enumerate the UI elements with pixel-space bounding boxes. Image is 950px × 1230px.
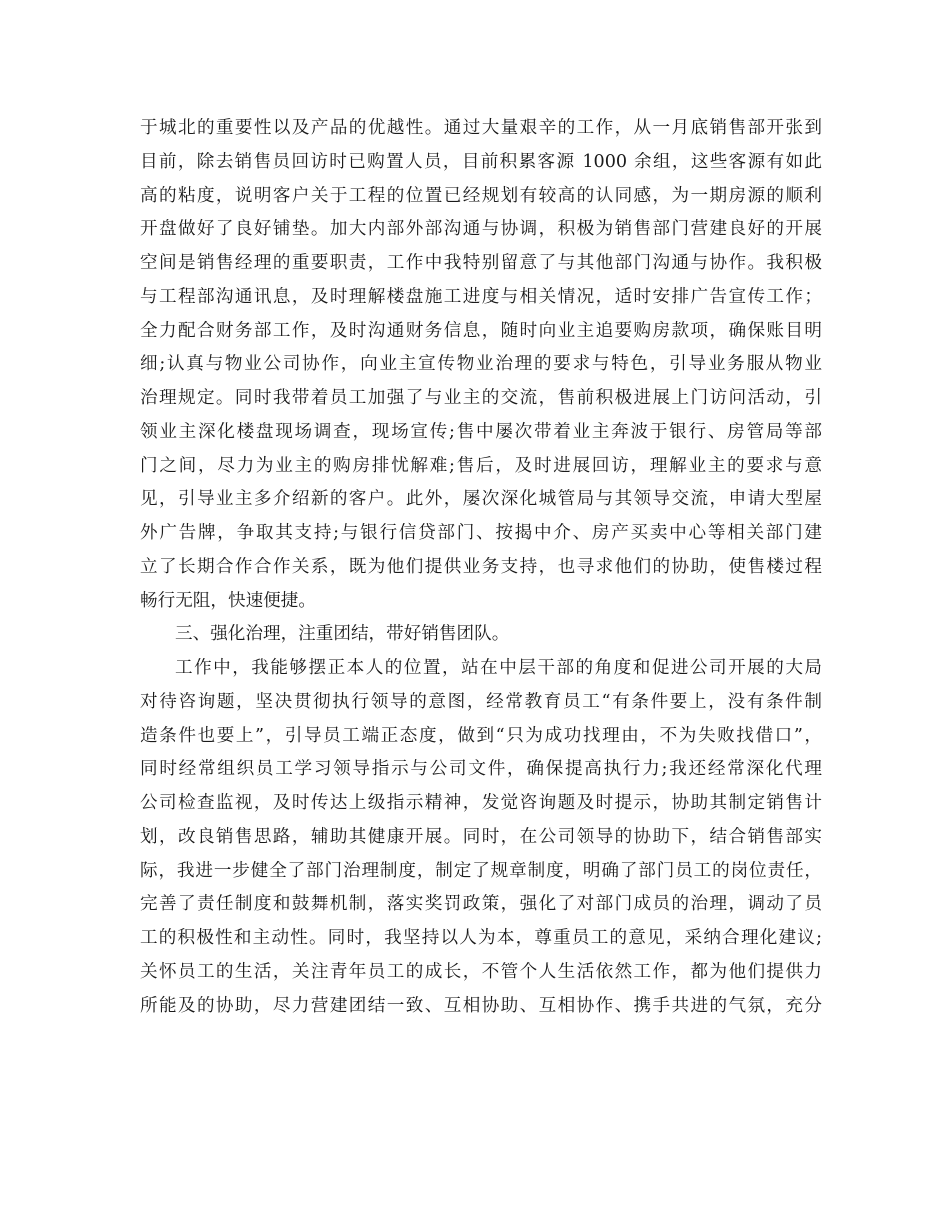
text-line: 工的积极性和主动性。同时，我坚持以人为本，尊重员工的意见，采纳合理化建议;	[140, 928, 822, 948]
text-line-first: 工作中，我能够摆正本人的位置，站在中层干部的角度和促进公司开展的大局	[175, 658, 822, 678]
paragraph-team-management	[140, 652, 822, 1023]
text-line: 造条件也要上”，引导员工端正态度，做到“只为成功找理由，不为失败找借口”，	[140, 725, 822, 746]
document-body	[140, 112, 822, 1023]
text-line: 划，改良销售思路，辅助其健康开展。同时，在公司领导的协助下，结合销售部实	[140, 826, 822, 847]
text-line: 同时经常组织员工学习领导指示与公司文件，确保提高执行力;我还经常深化代理	[140, 759, 822, 780]
text-line: 外广告牌，争取其支持;与银行信贷部门、按揭中介、房产买卖中心等相关部门建	[140, 523, 822, 543]
text-line: 于城北的重要性以及产品的优越性。通过大量艰辛的工作，从一月底销售部开张到	[140, 118, 822, 138]
text-line: 开盘做好了良好铺垫。加大内部外部沟通与协调，积极为销售部门营建良好的开展	[140, 219, 822, 240]
text-line: 高的粘度，说明客户关于工程的位置已经规划有较高的认同感，为一期房源的顺利	[140, 185, 822, 206]
text-line: 所能及的协助，尽力营建团结一致、互相协助、互相协作、携手共进的气氛，充分	[140, 995, 822, 1016]
text-line: 目前，除去销售员回访时已购置人员，目前积累客源 1000 余组，这些客源有如此	[140, 151, 822, 172]
section-heading: 三、强化治理，注重团结，带好销售团队。	[175, 624, 510, 645]
text-line: 完善了责任制度和鼓舞机制，落实奖罚政策，强化了对部门成员的治理，调动了员	[140, 894, 822, 915]
text-line: 治理规定。同时我带着员工加强了与业主的交流，售前积极进展上门访问活动，引	[140, 388, 822, 408]
text-line: 公司检查监视，及时传达上级指示精神，发觉咨询题及时提示，协助其制定销售计	[140, 793, 822, 813]
text-line: 见，引导业主多介绍新的客户。此外，屡次深化城管局与其领导交流，申请大型屋	[140, 489, 822, 510]
text-line: 关怀员工的生活，关注青年员工的成长，不管个人生活依然工作，都为他们提供力	[140, 961, 822, 982]
text-line: 空间是销售经理的重要职责，工作中我特别留意了与其他部门沟通与协作。我积极	[140, 253, 822, 273]
text-line: 门之间，尽力为业主的购房排忧解难;售后，及时进展回访，理解业主的要求与意	[140, 455, 822, 476]
text-line: 细;认真与物业公司协作，向业主宣传物业治理的要求与特色，引导业务服从物业	[140, 354, 822, 375]
text-line: 立了长期合作合作关系，既为他们提供业务支持，也寻求他们的协助，使售楼过程	[140, 556, 822, 577]
text-line: 全力配合财务部工作，及时沟通财务信息，随时向业主追要购房款项，确保账目明	[140, 320, 822, 341]
text-line-last: 畅行无阻，快速便捷。	[140, 590, 316, 611]
text-line: 对待咨询题，坚决贯彻执行领导的意图，经常教育员工“有条件要上，没有条件制	[140, 691, 822, 712]
text-line: 际，我进一步健全了部门治理制度，制定了规章制度，明确了部门员工的岗位责任，	[140, 860, 822, 881]
text-line: 领业主深化楼盘现场调查，现场宣传;售中屡次带着业主奔波于银行、房管局等部	[140, 421, 822, 442]
text-line: 与工程部沟通讯息，及时理解楼盘施工进度与相关情况，适时安排广告宣传工作；	[140, 286, 822, 307]
paragraph-sales-coordination	[140, 112, 822, 618]
